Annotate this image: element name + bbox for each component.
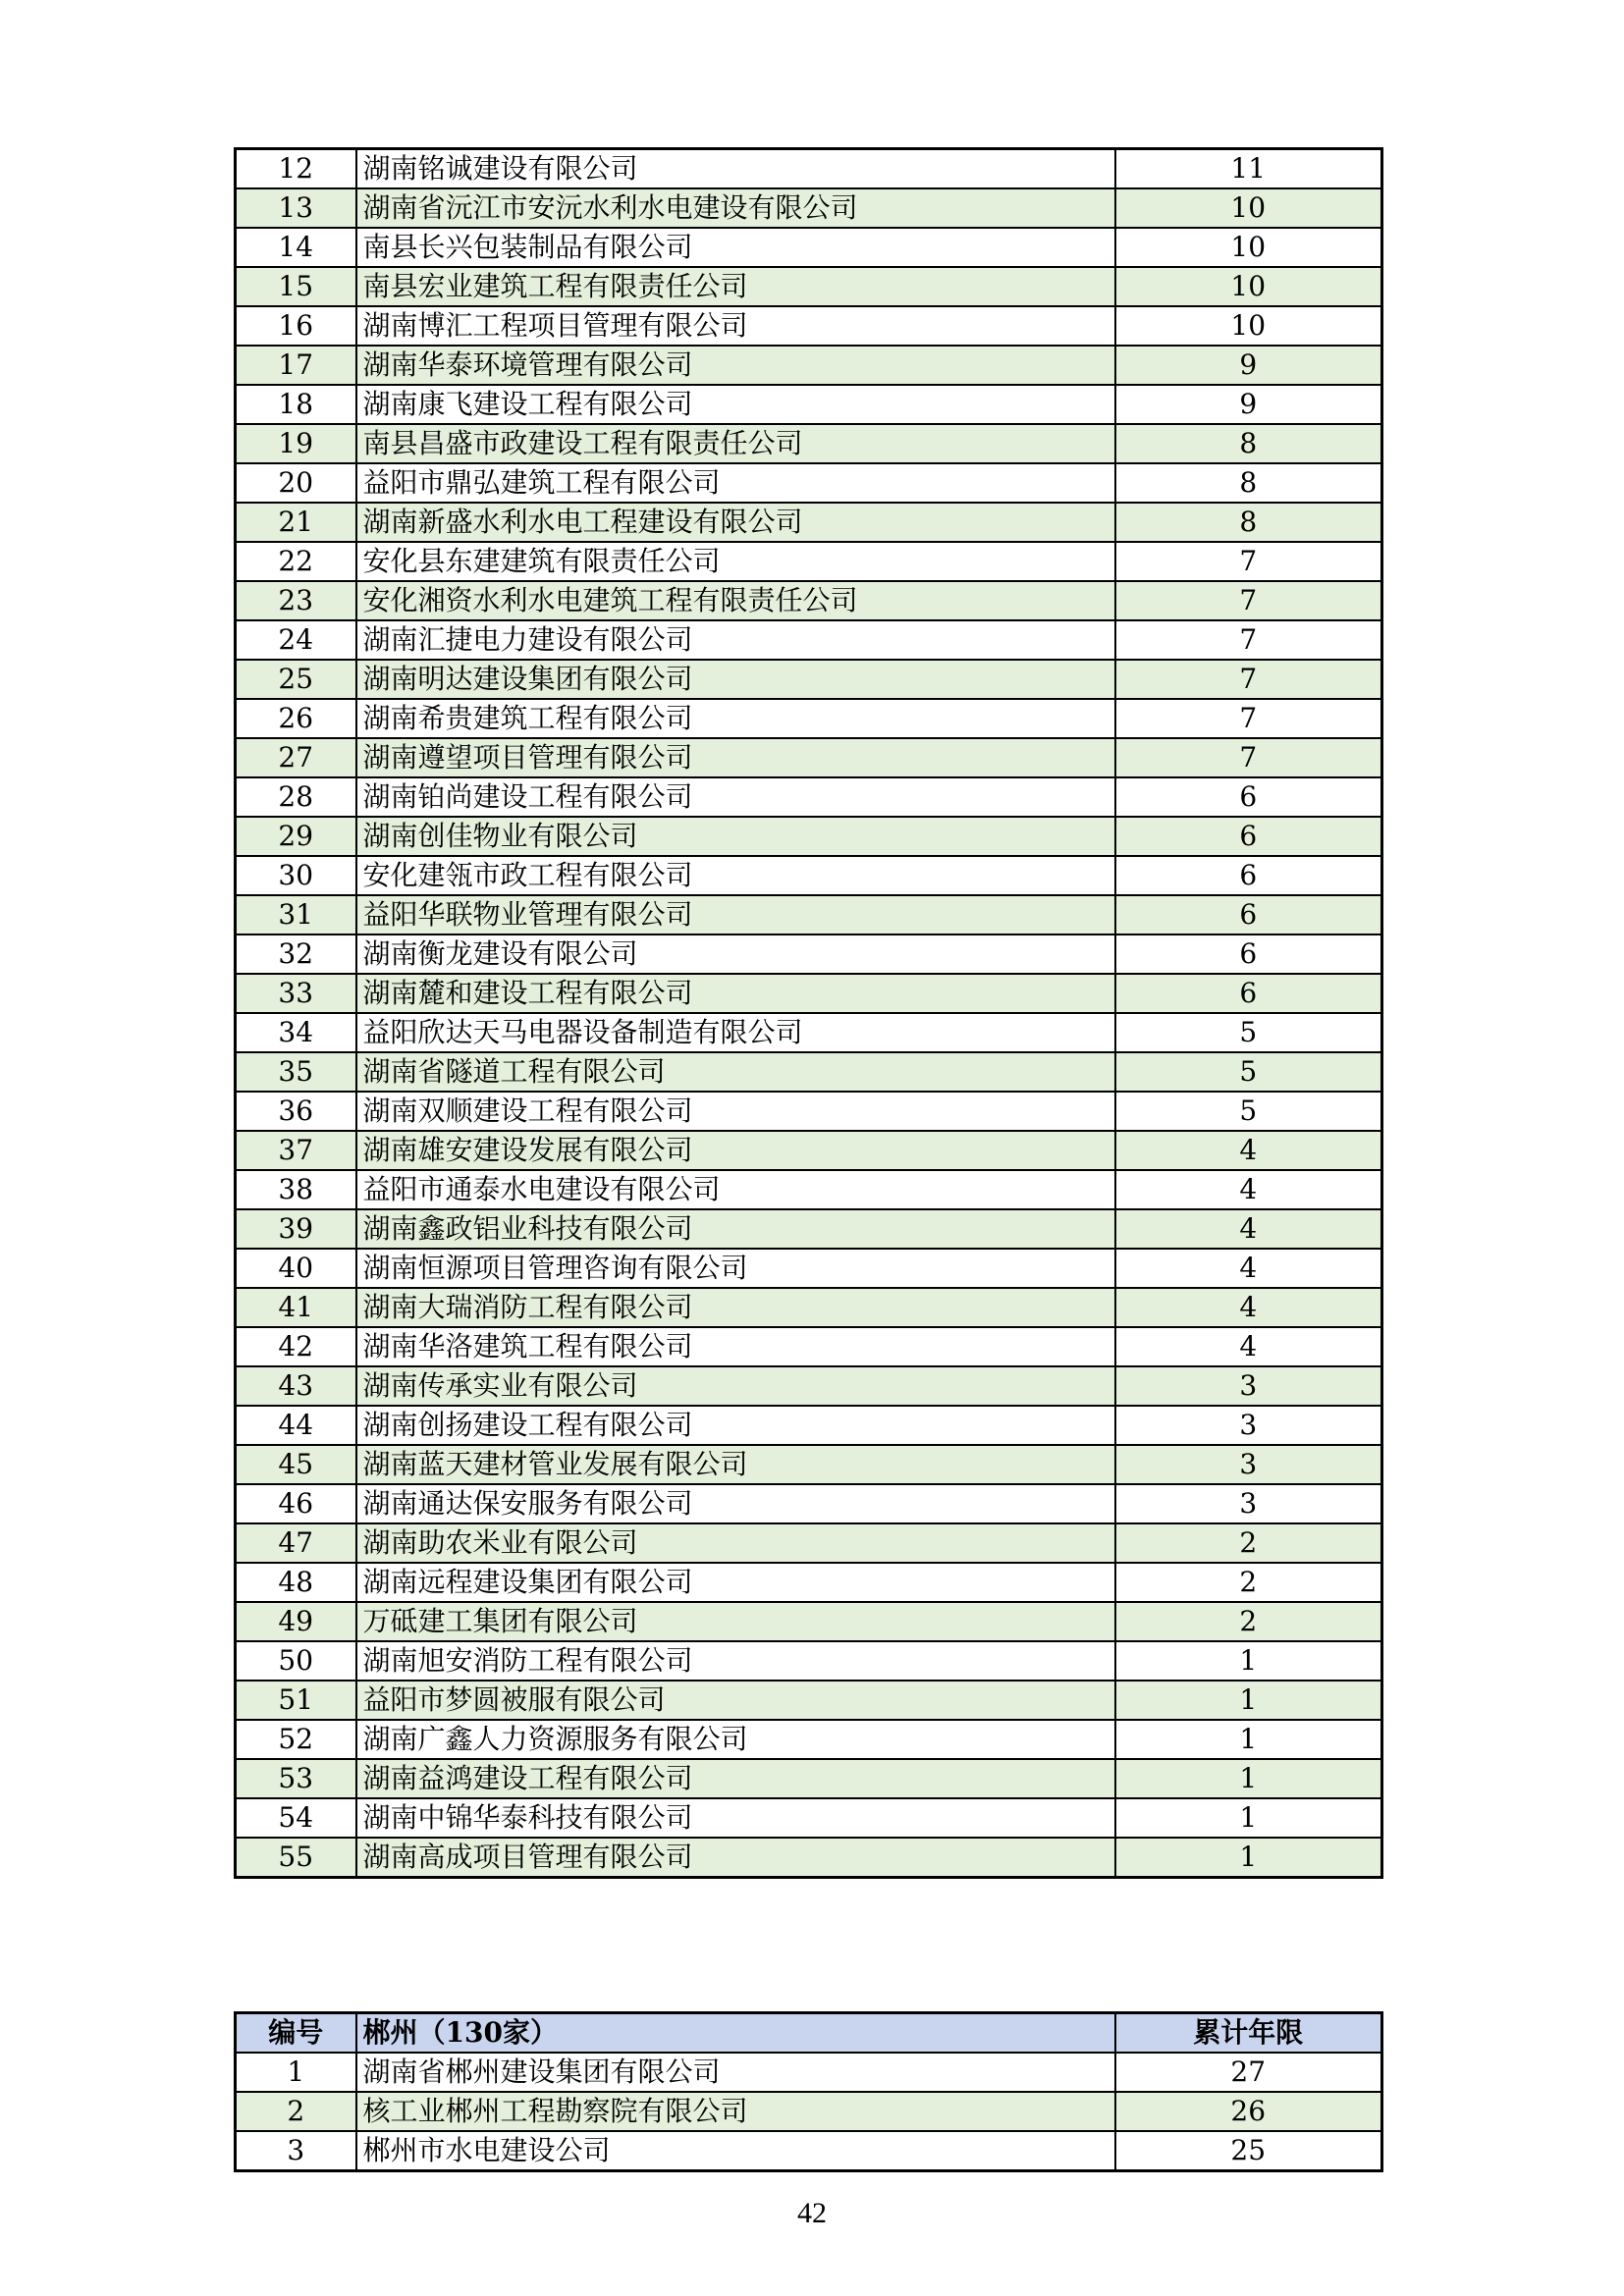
cumulative-years: 6 bbox=[1115, 895, 1382, 934]
cumulative-years: 3 bbox=[1115, 1445, 1382, 1484]
company-name: 湖南广鑫人力资源服务有限公司 bbox=[356, 1720, 1115, 1759]
company-name: 益阳市鼎弘建筑工程有限公司 bbox=[356, 463, 1115, 503]
row-number: 38 bbox=[236, 1170, 356, 1209]
cumulative-years: 3 bbox=[1115, 1366, 1382, 1406]
table-row bbox=[236, 620, 1382, 660]
row-number: 12 bbox=[236, 149, 356, 189]
page-number: 42 bbox=[797, 2197, 827, 2229]
row-number: 36 bbox=[236, 1092, 356, 1131]
row-number: 15 bbox=[236, 267, 356, 306]
cumulative-years: 4 bbox=[1115, 1170, 1382, 1209]
row-number: 37 bbox=[236, 1131, 356, 1170]
cumulative-years: 6 bbox=[1115, 974, 1382, 1013]
table-row bbox=[236, 2092, 1382, 2131]
cumulative-years: 5 bbox=[1115, 1092, 1382, 1131]
row-number: 1 bbox=[236, 2053, 356, 2092]
company-name: 湖南益鸿建设工程有限公司 bbox=[356, 1759, 1115, 1798]
company-name: 安化县东建建筑有限责任公司 bbox=[356, 542, 1115, 581]
row-number: 35 bbox=[236, 1052, 356, 1092]
row-number: 2 bbox=[236, 2092, 356, 2131]
header-number: 编号 bbox=[236, 2013, 356, 2054]
row-number: 24 bbox=[236, 620, 356, 660]
row-number: 27 bbox=[236, 738, 356, 777]
table-row bbox=[236, 1052, 1382, 1092]
row-number: 31 bbox=[236, 895, 356, 934]
row-number: 40 bbox=[236, 1249, 356, 1288]
cumulative-years: 7 bbox=[1115, 738, 1382, 777]
table-row bbox=[236, 1838, 1382, 1878]
company-name: 湖南恒源项目管理咨询有限公司 bbox=[356, 1249, 1115, 1288]
cumulative-years: 6 bbox=[1115, 934, 1382, 974]
company-name: 湖南助农米业有限公司 bbox=[356, 1523, 1115, 1563]
cumulative-years: 4 bbox=[1115, 1209, 1382, 1249]
company-name: 湖南希贵建筑工程有限公司 bbox=[356, 699, 1115, 738]
company-name: 湖南创扬建设工程有限公司 bbox=[356, 1406, 1115, 1445]
company-name: 益阳市通泰水电建设有限公司 bbox=[356, 1170, 1115, 1209]
row-number: 28 bbox=[236, 777, 356, 817]
cumulative-years: 1 bbox=[1115, 1838, 1382, 1878]
company-name: 湖南省隧道工程有限公司 bbox=[356, 1052, 1115, 1092]
company-table-body bbox=[236, 149, 1382, 1878]
table-row bbox=[236, 149, 1382, 189]
cumulative-years: 7 bbox=[1115, 699, 1382, 738]
row-number: 52 bbox=[236, 1720, 356, 1759]
cumulative-years: 4 bbox=[1115, 1249, 1382, 1288]
company-name: 核工业郴州工程勘察院有限公司 bbox=[356, 2092, 1115, 2131]
table-row bbox=[236, 738, 1382, 777]
cumulative-years: 9 bbox=[1115, 385, 1382, 424]
cumulative-years: 5 bbox=[1115, 1052, 1382, 1092]
cumulative-years: 10 bbox=[1115, 188, 1382, 228]
company-name: 湖南中锦华泰科技有限公司 bbox=[356, 1798, 1115, 1838]
table-row bbox=[236, 1563, 1382, 1602]
row-number: 43 bbox=[236, 1366, 356, 1406]
row-number: 45 bbox=[236, 1445, 356, 1484]
cumulative-years: 3 bbox=[1115, 1406, 1382, 1445]
table-row bbox=[236, 895, 1382, 934]
cumulative-years: 1 bbox=[1115, 1681, 1382, 1720]
table-row bbox=[236, 503, 1382, 542]
cumulative-years: 6 bbox=[1115, 856, 1382, 895]
table-row bbox=[236, 1484, 1382, 1523]
table-row bbox=[236, 817, 1382, 856]
table-row bbox=[236, 1249, 1382, 1288]
company-name: 湖南博汇工程项目管理有限公司 bbox=[356, 306, 1115, 346]
cumulative-years: 1 bbox=[1115, 1759, 1382, 1798]
company-name: 湖南汇捷电力建设有限公司 bbox=[356, 620, 1115, 660]
row-number: 26 bbox=[236, 699, 356, 738]
cumulative-years: 1 bbox=[1115, 1798, 1382, 1838]
cumulative-years: 6 bbox=[1115, 817, 1382, 856]
company-name: 湖南遵望项目管理有限公司 bbox=[356, 738, 1115, 777]
company-name: 湖南省郴州建设集团有限公司 bbox=[356, 2053, 1115, 2092]
company-name: 湖南明达建设集团有限公司 bbox=[356, 660, 1115, 699]
table-row bbox=[236, 1013, 1382, 1052]
table-header-row bbox=[236, 2013, 1382, 2054]
company-name: 湖南旭安消防工程有限公司 bbox=[356, 1641, 1115, 1681]
cumulative-years: 8 bbox=[1115, 463, 1382, 503]
cumulative-years: 1 bbox=[1115, 1720, 1382, 1759]
company-table-chenzhou bbox=[234, 2011, 1383, 2172]
cumulative-years: 27 bbox=[1115, 2053, 1382, 2092]
row-number: 14 bbox=[236, 228, 356, 267]
row-number: 42 bbox=[236, 1327, 356, 1366]
row-number: 34 bbox=[236, 1013, 356, 1052]
company-name: 湖南华泰环境管理有限公司 bbox=[356, 346, 1115, 385]
table-row bbox=[236, 228, 1382, 267]
table-row bbox=[236, 660, 1382, 699]
company-name: 湖南雄安建设发展有限公司 bbox=[356, 1131, 1115, 1170]
company-name: 湖南省沅江市安沅水利水电建设有限公司 bbox=[356, 188, 1115, 228]
company-name: 湖南鑫政铝业科技有限公司 bbox=[356, 1209, 1115, 1249]
company-name: 安化湘资水利水电建筑工程有限责任公司 bbox=[356, 581, 1115, 620]
company-name: 益阳欣达天马电器设备制造有限公司 bbox=[356, 1013, 1115, 1052]
row-number: 41 bbox=[236, 1288, 356, 1327]
cumulative-years: 4 bbox=[1115, 1131, 1382, 1170]
row-number: 48 bbox=[236, 1563, 356, 1602]
company-name: 益阳市梦圆被服有限公司 bbox=[356, 1681, 1115, 1720]
table-row bbox=[236, 974, 1382, 1013]
table-row bbox=[236, 1092, 1382, 1131]
company-name: 南县长兴包装制品有限公司 bbox=[356, 228, 1115, 267]
row-number: 44 bbox=[236, 1406, 356, 1445]
table-row bbox=[236, 1759, 1382, 1798]
row-number: 20 bbox=[236, 463, 356, 503]
row-number: 32 bbox=[236, 934, 356, 974]
table-row bbox=[236, 2053, 1382, 2092]
cumulative-years: 7 bbox=[1115, 620, 1382, 660]
table-row bbox=[236, 1523, 1382, 1563]
company-name: 湖南双顺建设工程有限公司 bbox=[356, 1092, 1115, 1131]
company-name: 南县宏业建筑工程有限责任公司 bbox=[356, 267, 1115, 306]
company-name: 湖南传承实业有限公司 bbox=[356, 1366, 1115, 1406]
cumulative-years: 8 bbox=[1115, 503, 1382, 542]
cumulative-years: 10 bbox=[1115, 228, 1382, 267]
table-row bbox=[236, 1798, 1382, 1838]
company-name: 南县昌盛市政建设工程有限责任公司 bbox=[356, 424, 1115, 463]
company-name: 湖南康飞建设工程有限公司 bbox=[356, 385, 1115, 424]
row-number: 50 bbox=[236, 1641, 356, 1681]
company-name: 湖南铂尚建设工程有限公司 bbox=[356, 777, 1115, 817]
cumulative-years: 7 bbox=[1115, 660, 1382, 699]
table-row bbox=[236, 1327, 1382, 1366]
table-row bbox=[236, 385, 1382, 424]
table-row bbox=[236, 2131, 1382, 2171]
company-name: 湖南铭诚建设有限公司 bbox=[356, 149, 1115, 189]
row-number: 23 bbox=[236, 581, 356, 620]
cumulative-years: 6 bbox=[1115, 777, 1382, 817]
row-number: 51 bbox=[236, 1681, 356, 1720]
cumulative-years: 10 bbox=[1115, 306, 1382, 346]
table-row bbox=[236, 1641, 1382, 1681]
table-row bbox=[236, 777, 1382, 817]
row-number: 3 bbox=[236, 2131, 356, 2171]
table-row bbox=[236, 1445, 1382, 1484]
company-table-yiyang bbox=[234, 147, 1383, 1879]
row-number: 46 bbox=[236, 1484, 356, 1523]
cumulative-years: 8 bbox=[1115, 424, 1382, 463]
row-number: 30 bbox=[236, 856, 356, 895]
row-number: 16 bbox=[236, 306, 356, 346]
table-row bbox=[236, 1602, 1382, 1641]
cumulative-years: 10 bbox=[1115, 267, 1382, 306]
company-name: 湖南新盛水利水电工程建设有限公司 bbox=[356, 503, 1115, 542]
row-number: 47 bbox=[236, 1523, 356, 1563]
company-name: 湖南创佳物业有限公司 bbox=[356, 817, 1115, 856]
table-row bbox=[236, 424, 1382, 463]
table-row bbox=[236, 1288, 1382, 1327]
table-row bbox=[236, 1406, 1382, 1445]
company-name: 湖南蓝天建材管业发展有限公司 bbox=[356, 1445, 1115, 1484]
company-name: 湖南华洛建筑工程有限公司 bbox=[356, 1327, 1115, 1366]
row-number: 21 bbox=[236, 503, 356, 542]
cumulative-years: 5 bbox=[1115, 1013, 1382, 1052]
company-table-body bbox=[236, 2053, 1382, 2171]
table-row bbox=[236, 463, 1382, 503]
table-row bbox=[236, 934, 1382, 974]
company-name: 湖南高成项目管理有限公司 bbox=[356, 1838, 1115, 1878]
table-row bbox=[236, 581, 1382, 620]
cumulative-years: 2 bbox=[1115, 1602, 1382, 1641]
row-number: 29 bbox=[236, 817, 356, 856]
table-row bbox=[236, 542, 1382, 581]
row-number: 17 bbox=[236, 346, 356, 385]
table-row bbox=[236, 267, 1382, 306]
row-number: 13 bbox=[236, 188, 356, 228]
row-number: 55 bbox=[236, 1838, 356, 1878]
company-name: 万砥建工集团有限公司 bbox=[356, 1602, 1115, 1641]
cumulative-years: 7 bbox=[1115, 542, 1382, 581]
table-row bbox=[236, 1366, 1382, 1406]
cumulative-years: 25 bbox=[1115, 2131, 1382, 2171]
row-number: 53 bbox=[236, 1759, 356, 1798]
row-number: 54 bbox=[236, 1798, 356, 1838]
table-row bbox=[236, 699, 1382, 738]
company-name: 郴州市水电建设公司 bbox=[356, 2131, 1115, 2171]
row-number: 18 bbox=[236, 385, 356, 424]
table-row bbox=[236, 1131, 1382, 1170]
company-name: 湖南麓和建设工程有限公司 bbox=[356, 974, 1115, 1013]
cumulative-years: 4 bbox=[1115, 1327, 1382, 1366]
company-name: 安化建瓴市政工程有限公司 bbox=[356, 856, 1115, 895]
cumulative-years: 9 bbox=[1115, 346, 1382, 385]
table-row bbox=[236, 1170, 1382, 1209]
company-name: 湖南大瑞消防工程有限公司 bbox=[356, 1288, 1115, 1327]
table-row bbox=[236, 346, 1382, 385]
cumulative-years: 2 bbox=[1115, 1523, 1382, 1563]
row-number: 19 bbox=[236, 424, 356, 463]
table-row bbox=[236, 306, 1382, 346]
table-row bbox=[236, 1681, 1382, 1720]
row-number: 22 bbox=[236, 542, 356, 581]
row-number: 39 bbox=[236, 1209, 356, 1249]
company-name: 湖南远程建设集团有限公司 bbox=[356, 1563, 1115, 1602]
table-row bbox=[236, 856, 1382, 895]
cumulative-years: 11 bbox=[1115, 149, 1382, 189]
row-number: 49 bbox=[236, 1602, 356, 1641]
table-row bbox=[236, 1720, 1382, 1759]
cumulative-years: 26 bbox=[1115, 2092, 1382, 2131]
header-cumulative-years: 累计年限 bbox=[1115, 2013, 1382, 2054]
table-row bbox=[236, 188, 1382, 228]
row-number: 33 bbox=[236, 974, 356, 1013]
row-number: 25 bbox=[236, 660, 356, 699]
cumulative-years: 3 bbox=[1115, 1484, 1382, 1523]
table-row bbox=[236, 1209, 1382, 1249]
header-region: 郴州（130家） bbox=[356, 2013, 1115, 2054]
company-name: 湖南衡龙建设有限公司 bbox=[356, 934, 1115, 974]
cumulative-years: 7 bbox=[1115, 581, 1382, 620]
company-name: 湖南通达保安服务有限公司 bbox=[356, 1484, 1115, 1523]
cumulative-years: 4 bbox=[1115, 1288, 1382, 1327]
cumulative-years: 2 bbox=[1115, 1563, 1382, 1602]
company-name: 益阳华联物业管理有限公司 bbox=[356, 895, 1115, 934]
cumulative-years: 1 bbox=[1115, 1641, 1382, 1681]
